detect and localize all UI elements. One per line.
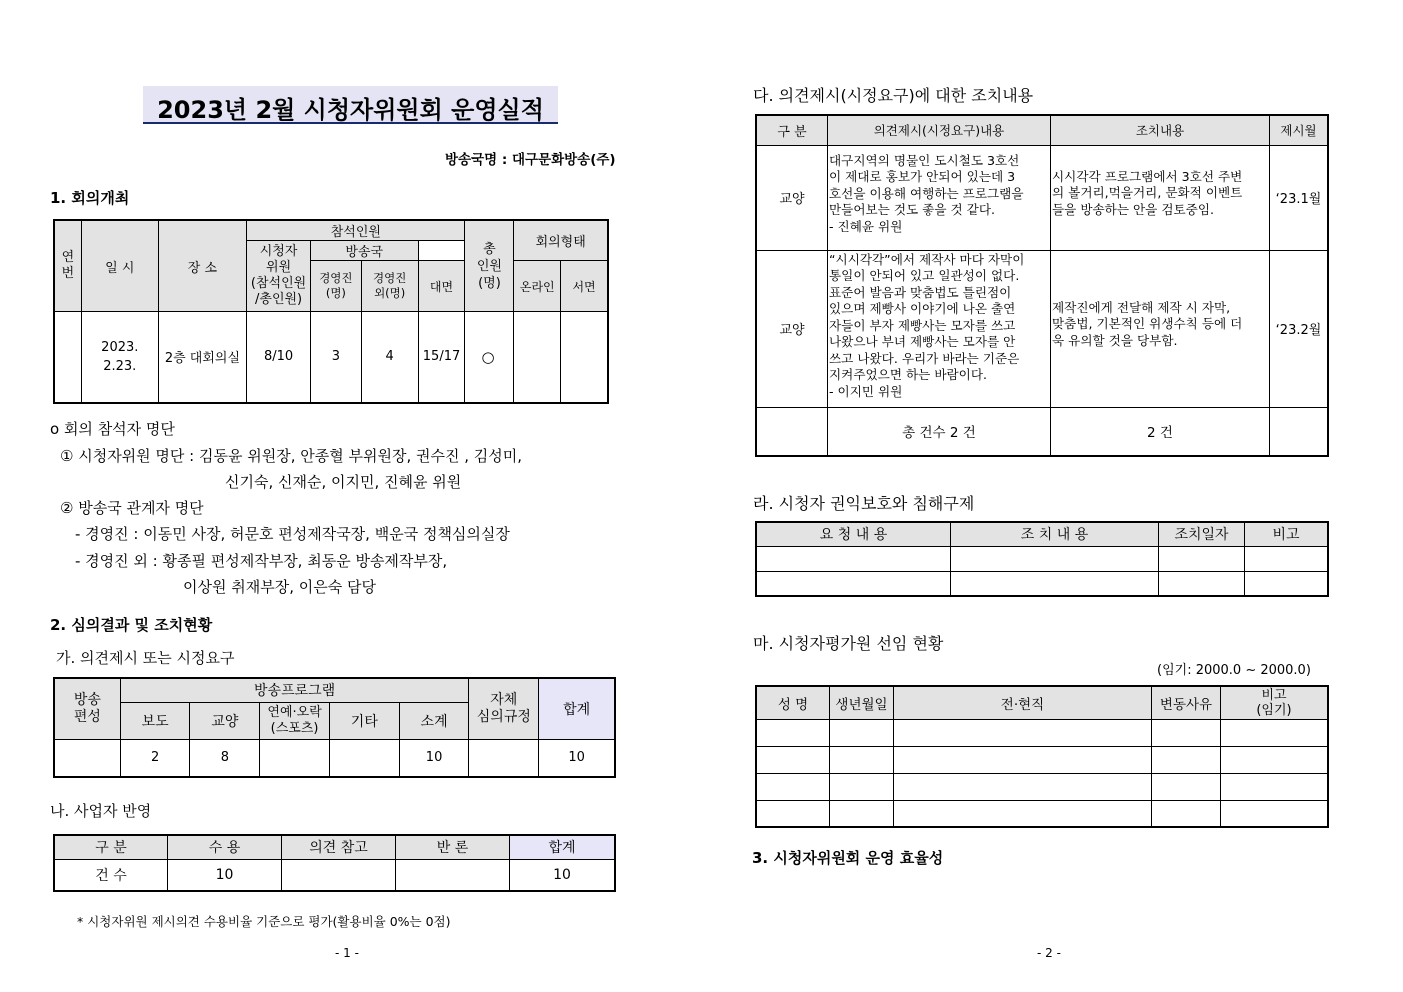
col-opinion-header: 의견제시(시정요구)내용 bbox=[828, 115, 1051, 145]
section-1-title: 1. 회의개최 bbox=[50, 189, 130, 207]
meeting-table bbox=[53, 219, 609, 404]
rights-cell bbox=[1245, 546, 1329, 571]
subsection-na: 나. 사업자 반영 bbox=[50, 802, 152, 820]
cell-exec: 3 bbox=[310, 312, 361, 403]
subsection-da: 다. 의견제시(시정요구)에 대한 조치내용 bbox=[753, 86, 1034, 105]
eval-cell bbox=[830, 719, 894, 746]
total-cat bbox=[756, 407, 828, 456]
row-1-cat: 교양 bbox=[756, 145, 828, 250]
page-title bbox=[143, 86, 558, 124]
eval-cell bbox=[830, 746, 894, 773]
page-number-1: - 1 - bbox=[335, 946, 359, 960]
col-action-header: 조치내용 bbox=[1051, 115, 1270, 145]
eval-cell bbox=[756, 746, 830, 773]
row-1-action: 시시각각 프로그램에서 3호선 주변 의 볼거리,먹을거리, 문화적 이벤트 들을 방송하는 안을 검토중임. bbox=[1051, 145, 1270, 250]
col-num-header: 연 번 bbox=[54, 220, 81, 312]
eval-cell bbox=[756, 800, 830, 827]
row-2-action: 제작진에게 전달해 제작 시 자막, 맞춤법, 기본적인 위생수칙 등에 더 욱 유의할 것을 당부함. bbox=[1051, 250, 1270, 407]
attendees-line-3: ② 방송국 관계자 명단 bbox=[60, 499, 204, 517]
cell-sum: 10 bbox=[539, 739, 615, 777]
eval-cell bbox=[830, 800, 894, 827]
eval-cell bbox=[894, 800, 1152, 827]
page-title-text: 2023년 2월 시청자위원회 운영실적 bbox=[157, 96, 544, 124]
cell-inperson: ○ bbox=[465, 312, 514, 403]
eval-cell bbox=[1221, 800, 1329, 827]
col-nonexec-header: 경영진 외(명) bbox=[361, 261, 418, 312]
col-etc-header: 기타 bbox=[329, 702, 399, 739]
footnote: * 시청자위원 제시의견 수용비율 기준으로 평가(활용비율 0%는 0점) bbox=[77, 914, 451, 929]
cell-viewer: 8/10 bbox=[247, 312, 311, 403]
cell-accept: 10 bbox=[168, 859, 282, 891]
cell-num bbox=[54, 312, 81, 403]
rights-table bbox=[755, 521, 1329, 597]
eval-cell bbox=[894, 773, 1152, 800]
eval-cell bbox=[1221, 719, 1329, 746]
col-accept-header: 수 용 bbox=[168, 835, 282, 859]
col-note-header: 비고 (임기) bbox=[1221, 686, 1329, 719]
eval-cell bbox=[1221, 773, 1329, 800]
row-2-month: ‘23.2월 bbox=[1270, 250, 1329, 407]
col-culture-header: 교양 bbox=[190, 702, 260, 739]
col-ent-header: 연예·오락 (스포츠) bbox=[260, 702, 330, 739]
rights-cell bbox=[951, 571, 1159, 596]
subsection-ra: 라. 시청자 권익보호와 침해구제 bbox=[753, 494, 975, 513]
col-subtotal-header: 소계 bbox=[399, 702, 469, 739]
rights-cell bbox=[1159, 571, 1245, 596]
eval-cell bbox=[894, 746, 1152, 773]
col-place-header: 장 소 bbox=[158, 220, 247, 312]
evaluator-table bbox=[755, 685, 1329, 828]
eval-cell bbox=[756, 719, 830, 746]
opinion-table bbox=[755, 114, 1329, 457]
broadcaster-label: 방송국명 : 대구문화방송(주) bbox=[445, 152, 616, 168]
col-viewer-header-text: 시청자 위원 (참석인원 /총인원) bbox=[250, 244, 307, 307]
row-label: 건 수 bbox=[54, 859, 168, 891]
col-month-header: 제시월 bbox=[1270, 115, 1329, 145]
col-reason-header: 변동사유 bbox=[1152, 686, 1221, 719]
row-1-opinion: 대구지역의 명물인 도시철도 3호선 이 제대로 홍보가 안되어 있는데 3 호선을 이용해 여행하는 프로그램을 만들어보는 것도 좋을 것 같다. - 진혜윤 위원 bbox=[828, 145, 1051, 250]
eval-cell bbox=[1152, 746, 1221, 773]
col-birth-header: 생년월일 bbox=[830, 686, 894, 719]
row-2-opinion: “시시각각”에서 제작사 마다 자막이 통일이 안되어 있고 일관성이 없다. 표준어 발음과 맞춤법도 틀린점이 있으며 제빵사 이야기에 나온 출연 자들이 부자 제빵사는 모자를 쓰고 나왔으나 부녀 제빵사는 모자를 안 쓰고 나왔다. 우리가 바라는 기준은 지켜주었으면 하는 바람이다. - 이지민 위원 bbox=[828, 250, 1051, 407]
col-sum-header: 합계 bbox=[510, 835, 616, 859]
subsection-ma: 마. 시청자평가원 선임 현황 bbox=[753, 634, 944, 653]
rights-cell bbox=[756, 571, 951, 596]
attendees-title: o 회의 참석자 명단 bbox=[50, 420, 175, 438]
col-rebut-header: 반 론 bbox=[396, 835, 510, 859]
section-3-title: 3. 시청자위원회 운영 효율성 bbox=[752, 849, 944, 867]
col-inperson-header: 대면 bbox=[418, 261, 465, 312]
review-table bbox=[53, 677, 616, 778]
col-name-header: 성 명 bbox=[756, 686, 830, 719]
rights-cell bbox=[1159, 546, 1245, 571]
col-cat-header: 구 분 bbox=[756, 115, 828, 145]
rights-cell bbox=[1245, 571, 1329, 596]
col-program-header: 방송프로그램 bbox=[120, 678, 469, 702]
col-date-header: 일 시 bbox=[81, 220, 158, 312]
cell-nonexec: 4 bbox=[361, 312, 418, 403]
col-note-header: 비고 bbox=[1245, 522, 1329, 546]
attendees-line-2: 신기숙, 신재순, 이지민, 진혜윤 위원 bbox=[225, 473, 462, 491]
col-ref-header: 의견 참고 bbox=[282, 835, 396, 859]
cell-date: 2023. 2.23. bbox=[81, 312, 158, 403]
cell-ref bbox=[282, 859, 396, 891]
eval-cell bbox=[1152, 719, 1221, 746]
cell-news: 2 bbox=[120, 739, 190, 777]
attendees-line-5: - 경영진 외 : 황종필 편성제작부장, 최동운 방송제작부장, bbox=[75, 552, 448, 570]
attendees-line-4: - 경영진 : 이동민 사장, 허문호 편성제작국장, 백운국 정책심의실장 bbox=[75, 525, 510, 543]
cell-online bbox=[514, 312, 561, 403]
col-attendance-header: 참석인원 bbox=[247, 220, 465, 241]
col-date-header: 조치일자 bbox=[1159, 522, 1245, 546]
reflect-table bbox=[53, 834, 616, 892]
rights-cell bbox=[756, 546, 951, 571]
total-action: 2 건 bbox=[1051, 407, 1270, 456]
eval-cell bbox=[756, 773, 830, 800]
rights-cell bbox=[951, 546, 1159, 571]
total-opinion: 총 건수 2 건 bbox=[828, 407, 1051, 456]
cell-rebut bbox=[396, 859, 510, 891]
col-news-header: 보도 bbox=[120, 702, 190, 739]
cell-etc bbox=[329, 739, 399, 777]
col-total-header: 총 인원 (명) bbox=[465, 220, 514, 312]
row-2-cat: 교양 bbox=[756, 250, 828, 407]
col-written-header: 서면 bbox=[561, 261, 608, 312]
total-month bbox=[1270, 407, 1329, 456]
cell-total: 15/17 bbox=[418, 312, 465, 403]
attendees-line-6: 이상원 취재부장, 이은숙 담당 bbox=[183, 578, 376, 596]
col-cat-header: 구 분 bbox=[54, 835, 168, 859]
col-self-header: 자체 심의규정 bbox=[469, 678, 539, 739]
term-note: (임기: 2000.0 ~ 2000.0) bbox=[1157, 663, 1311, 678]
cell-self bbox=[469, 739, 539, 777]
eval-cell bbox=[1221, 746, 1329, 773]
col-exec-header: 경영진 (명) bbox=[310, 261, 361, 312]
col-form-header: 회의형태 bbox=[514, 220, 608, 261]
row-1-month: ‘23.1월 bbox=[1270, 145, 1329, 250]
col-job-header: 전·현직 bbox=[894, 686, 1152, 719]
col-action-header: 조 치 내 용 bbox=[951, 522, 1159, 546]
col-online-header: 온라인 bbox=[514, 261, 561, 312]
cell-ent bbox=[260, 739, 330, 777]
cell-sum: 10 bbox=[510, 859, 616, 891]
subsection-ga: 가. 의견제시 또는 시정요구 bbox=[56, 649, 235, 667]
col-org-header: 방송 편성 bbox=[54, 678, 120, 739]
cell-org bbox=[54, 739, 120, 777]
eval-cell bbox=[830, 773, 894, 800]
eval-cell bbox=[894, 719, 1152, 746]
cell-subtotal: 10 bbox=[399, 739, 469, 777]
page-number-2: - 2 - bbox=[1037, 946, 1061, 960]
cell-place: 2층 대회의실 bbox=[158, 312, 247, 403]
cell-culture: 8 bbox=[190, 739, 260, 777]
col-sum-header: 합계 bbox=[539, 678, 615, 739]
section-2-title: 2. 심의결과 및 조치현황 bbox=[50, 616, 213, 634]
eval-cell bbox=[1152, 773, 1221, 800]
col-req-header: 요 청 내 용 bbox=[756, 522, 951, 546]
col-viewer-header bbox=[247, 241, 311, 312]
col-station-header: 방송국 bbox=[310, 241, 418, 261]
cell-written bbox=[561, 312, 608, 403]
attendees-line-1: ① 시청자위원 명단 : 김동윤 위원장, 안종혈 부위원장, 권수진 , 김성미, bbox=[60, 447, 522, 465]
eval-cell bbox=[1152, 800, 1221, 827]
